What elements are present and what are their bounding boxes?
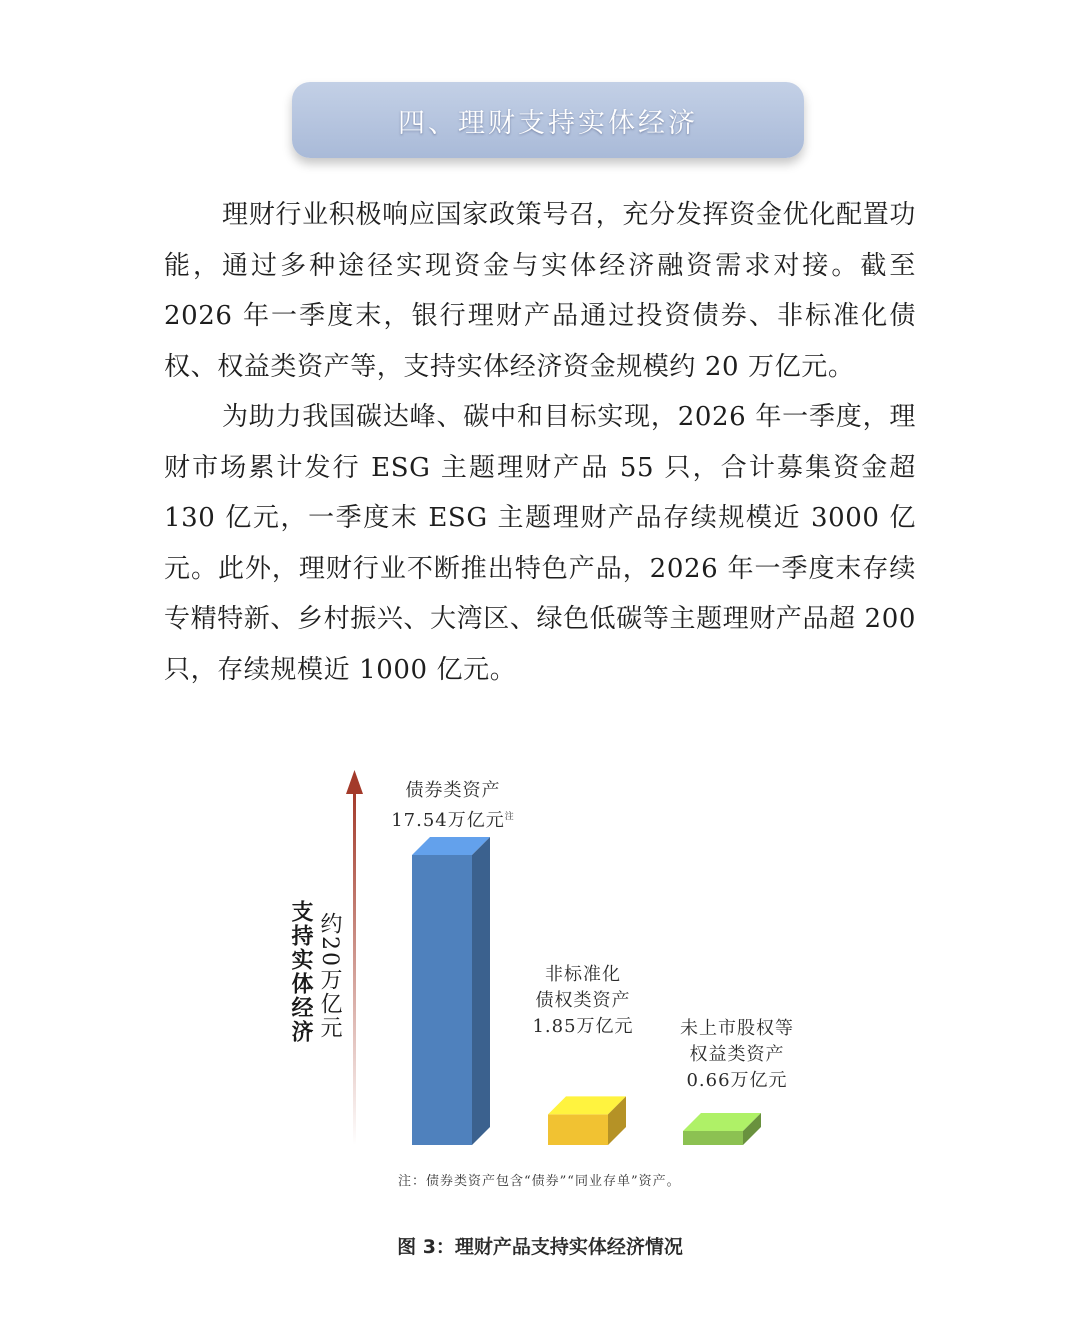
axis-label: 支持实体经济 <box>288 900 314 1044</box>
bar-category-nonstandard-line1: 非标准化 <box>545 964 621 985</box>
bar-chart <box>270 760 830 1200</box>
axis-arrow-shaft <box>353 790 356 1145</box>
bar-category-nonstandard-line2: 债权类资产 <box>535 990 631 1011</box>
bar-nonstandard-front <box>548 1114 608 1145</box>
axis-arrow-head <box>346 770 363 794</box>
bar-value-nonstandard: 1.85万亿元 <box>532 1016 634 1037</box>
paragraph-1: 理财行业积极响应国家政策号召，充分发挥资金优化配置功能，通过多种途径实现资金与实体经济融资需求对接。截至 2026 年一季度末，银行理财产品通过投资债券、非标准化债权、权益类资产等，支持实体经济资金规模约 20 万亿元。 <box>164 200 916 382</box>
bar-label-nonstandard <box>508 962 658 1040</box>
bar-note-mark: 注 <box>504 812 515 822</box>
section-title-banner <box>292 82 804 158</box>
bar-category-equity-line2: 权益类资产 <box>689 1044 785 1065</box>
bar-equity-front <box>683 1131 743 1145</box>
bar-category-bond: 债券类资产 <box>405 780 501 801</box>
bar-value-bond: 17.54万亿元 <box>391 810 505 831</box>
bar-bond-front <box>412 855 472 1145</box>
bar-label-bond <box>378 778 528 834</box>
bar-value-equity: 0.66万亿元 <box>686 1070 788 1091</box>
bar-label-equity <box>652 1016 822 1094</box>
axis-total-label: 约20万亿元 <box>317 912 342 1040</box>
bar-category-equity-line1: 未上市股权等 <box>680 1018 794 1039</box>
chart-note: 注：债券类资产包含“债券”“同业存单”资产。 <box>398 1174 681 1189</box>
bar-bond-side <box>472 837 490 1145</box>
section-title: 四、理财支持实体经济 <box>398 107 698 139</box>
figure-caption: 图 3：理财产品支持实体经济情况 <box>397 1236 683 1258</box>
body-text <box>164 190 916 695</box>
paragraph-2: 为助力我国碳达峰、碳中和目标实现，2026 年一季度，理财市场累计发行 ESG 主题理财产品 55 只，合计募集资金超 130 亿元，一季度末 ESG 主题理财产品存续规模近 3000 亿元。此外，理财行业不断推出特色产品，2026 年一季度末存续专精特新、乡村振兴、大湾区、绿色低碳等主题理财产品超 200 只，存续规模近 1000 亿元。 <box>164 402 916 685</box>
